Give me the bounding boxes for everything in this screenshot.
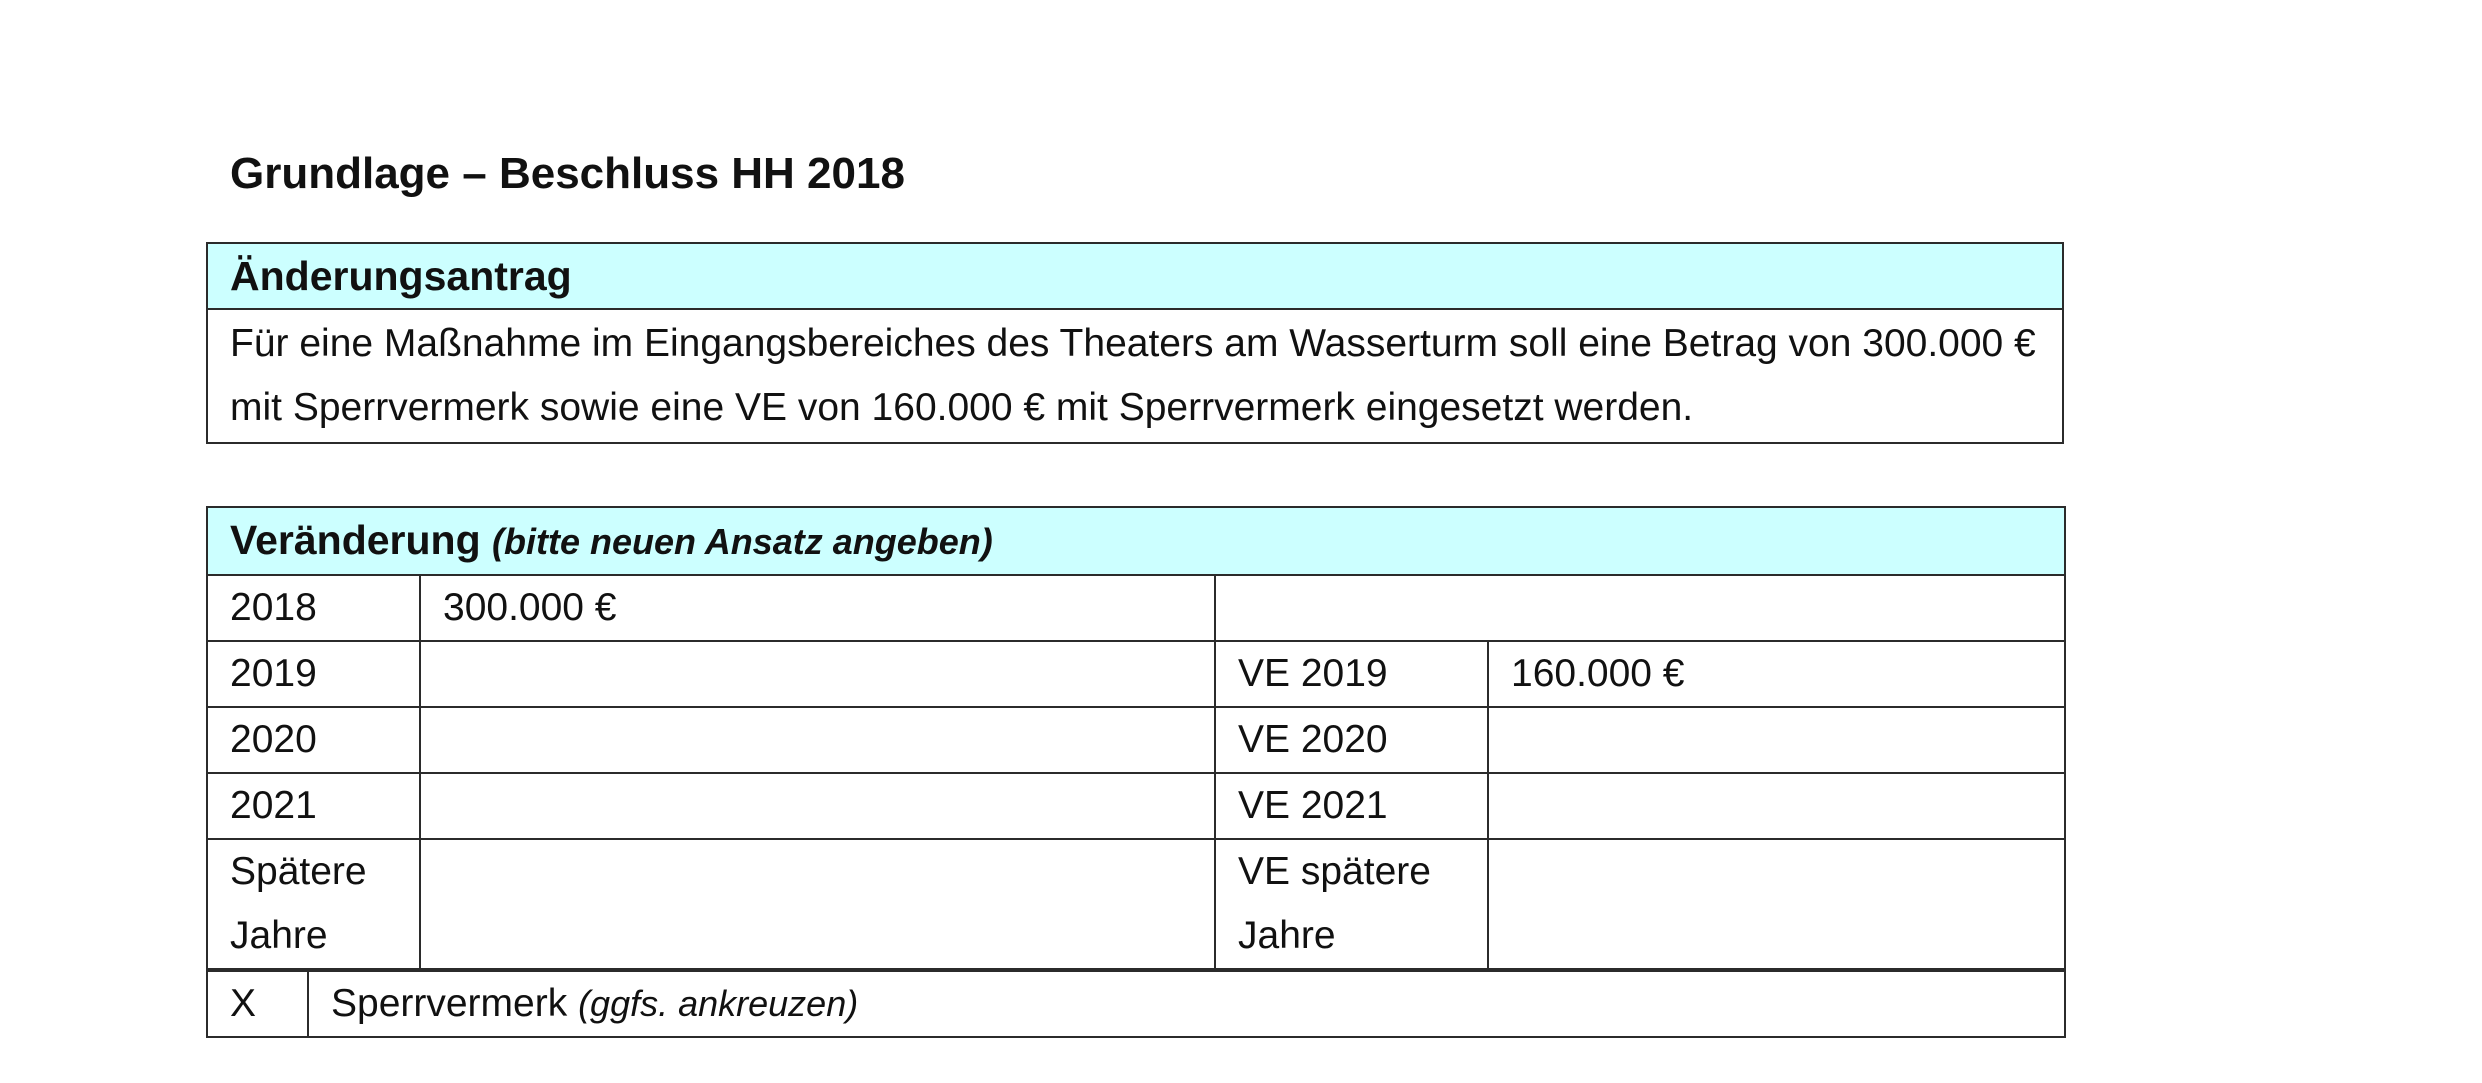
veraenderung-header — [207, 507, 2065, 575]
amount-cell[interactable] — [420, 773, 1215, 839]
year-cell: 2018 — [207, 575, 420, 641]
sperrvermerk-note: (ggfs. ankreuzen) — [578, 983, 859, 1024]
aenderungsantrag-header: Änderungsantrag — [207, 243, 2063, 309]
amount-cell[interactable] — [420, 839, 1215, 969]
aenderungsantrag-table — [206, 242, 2064, 444]
veraenderung-table — [206, 506, 2066, 970]
ve-label-cell: VE 2020 — [1215, 707, 1488, 773]
table-row — [207, 707, 2065, 773]
ve-label-cell: VE 2019 — [1215, 641, 1488, 707]
ve-label-cell: VE spätere Jahre — [1215, 839, 1488, 969]
ve-amount-cell[interactable] — [1488, 773, 2065, 839]
ve-empty-cell — [1215, 575, 2065, 641]
aenderungsantrag-text: Für eine Maßnahme im Eingangsbereiches des Theaters am Wasserturm soll eine Betrag von 300.000 € mit Sperrvermerk sowie eine VE von 160.000 € mit Sperrvermerk eingesetzt werden. — [207, 309, 2063, 443]
table-row — [207, 575, 2065, 641]
ve-amount-cell[interactable] — [1488, 839, 2065, 969]
ve-amount-cell[interactable]: 160.000 € — [1488, 641, 2065, 707]
sperrvermerk-label: Sperrvermerk — [331, 982, 568, 1025]
amount-cell[interactable]: 300.000 € — [420, 575, 1215, 641]
amount-cell[interactable] — [420, 641, 1215, 707]
veraenderung-title: Veränderung — [230, 517, 481, 563]
table-row — [207, 641, 2065, 707]
table-row — [207, 773, 2065, 839]
page-title: Grundlage – Beschluss HH 2018 — [230, 149, 905, 198]
sperrvermerk-table — [206, 970, 2066, 1038]
sperrvermerk-checkbox[interactable]: X — [207, 971, 308, 1037]
veraenderung-hint: (bitte neuen Ansatz angeben) — [492, 521, 993, 562]
ve-amount-cell[interactable] — [1488, 707, 2065, 773]
year-cell: Spätere Jahre — [207, 839, 420, 969]
ve-label-cell: VE 2021 — [1215, 773, 1488, 839]
table-row — [207, 839, 2065, 969]
year-cell: 2020 — [207, 707, 420, 773]
sperrvermerk-row — [207, 971, 2065, 1037]
sperrvermerk-label-cell — [308, 971, 2065, 1037]
year-cell: 2021 — [207, 773, 420, 839]
amount-cell[interactable] — [420, 707, 1215, 773]
year-cell: 2019 — [207, 641, 420, 707]
